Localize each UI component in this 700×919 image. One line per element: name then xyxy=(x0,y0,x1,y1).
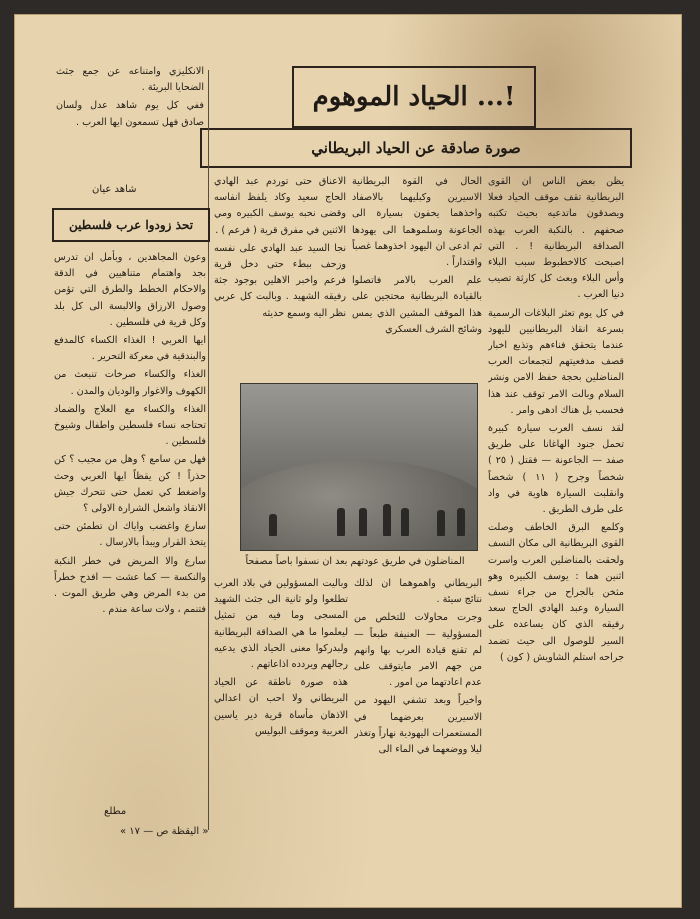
sidebar-section-title: تحذ زودوا عرب فلسطين xyxy=(52,208,210,242)
paragraph: الاعناق حتى توردم عبد الهادي الحاج سعيد وكاد يلفظ انفاسه وقضى نحبه يوسف الكبيره ومي الاثنين في مفرق قرية ( فرعم ) . xyxy=(214,176,346,236)
paragraph: لقد نسف العرب سيارة كبيرة تحمل جنود الهاغانا على طريق صفد — الجاعونة — فقتل ( ٢٥ ) شخصاً وجرح ( ١١ ) شخصاً وانقلبت السيارة هاوية في واد على طرف الطريق . xyxy=(488,423,624,516)
sidebar-top xyxy=(56,64,204,174)
paragraph: الغذاء والكساء صرخات تنبعث من الكهوف والاغوار والوديان والمدن . xyxy=(54,369,206,397)
sidebar-body xyxy=(54,250,206,826)
article-photo xyxy=(240,383,478,551)
paragraph: علم العرب بالامر فاتصلوا بالقيادة البريطانية محتجين على هذا الموقف المشين الذي يمس وشائج الشرف العسكري xyxy=(352,275,482,335)
paragraph: ففي كل يوم شاهد عدل ولسان صادق فهل تسمعون ايها العرب . xyxy=(56,100,204,128)
paragraph: وكلمع البرق الخاطف وصلت القوى البريطانية الى مكان النسف ولحقت بالمناضلين العرب واسرت اثنين هما : يوسف الكبيره وهو مثخن بالجراح من جراء نسف السيارة وعبد الهادي الحاج سعد رفيقه الذي كان يساعده على السير للوصول الى حيث تضمد جراحه استلم الشاويش ( كون ) xyxy=(488,522,624,663)
article-column-left xyxy=(214,174,346,374)
paragraph: الحال في القوة البريطانية الاسيرين وكبليهما بالاصفاد واخذهما يحفون بسيارة الى الجاعونة وسلموهما الى يهودها ثم ادعى ان اليهود اخذوهما غصباً واقتداراً . xyxy=(352,176,482,269)
source-footer: « اليقظة ص — ١٧ » xyxy=(120,826,209,837)
paragraph: الغذاء والكساء مع العلاج والضماد تحتاجه نساء فلسطين واطفال وشيوخ فلسطين . xyxy=(54,403,206,448)
paragraph: نجا السيد عبد الهادي على نفسه وزحف ببطء حتى دخل قرية فرعم واخبر الاهلين بوجود جثة رفيقه الشهيد . وبالبت كل عربي نظر اليه وسمع حديثه xyxy=(214,242,346,319)
paragraph: يظن بعض الناس ان القوى البريطانية تقف موقف الحياد فعلا ويصدقون ماتدعيه بحيث تكتبه صحفهم . بالنكبة العرب بهذه الصداقة البريطانية ! . التي اصبحت كالاخطبوط سبب البلاء وأس البلاء وبعث كل كارثة تصيب دنيا العرب . xyxy=(488,176,624,301)
paragraph: فهل من سامع ؟ وهل من مجيب ؟ كن حذراً ! كن يقظاً ايها العربي وحث واضغط كي تعمل حتى تتحرك جيش الانقاذ واشعل الشرارة الاولى ؟ xyxy=(54,454,206,515)
paragraph: وعون المجاهدين ، وبأمل ان تدرس بجد واهتمام متناهيين في الدقة والاحكام الخطط والطرق التي تؤمن وصول الارزاق والالبسة الى كل بلد وكل قرية في فلسطين . xyxy=(54,252,206,328)
article-column-right xyxy=(488,174,624,824)
paragraph: البريطاني واهموهما ان لذلك نتائج سيئة . xyxy=(354,578,482,606)
paragraph: وجرت محاولات للتخلص من المسؤولية — العنيفة طبعاً — لم تقنع قيادة العرب بها وانهم من جهم الامر مايتوقف على عدم اعادتهما من امور . xyxy=(354,612,482,689)
paragraph: ايها العربي ! الغذاء الكساء كالمدفع والبندقية في معركة التحرير . xyxy=(54,335,206,363)
paragraph: وباليت المسؤولين في بلاد العرب تطلعوا ولو ثانية الى جثث الشهيد المسجى وما فيه من تمثيل ليعلموا ما هي الصداقة البريطانية ولبدركوا معنى الحياد الذي يدعيه رجالهم ويردده اذاعاتهم . xyxy=(214,578,348,671)
article-column-lower-right xyxy=(354,576,482,828)
article-column-middle xyxy=(352,174,482,374)
paragraph: سارع والا المريض في خطر النكبة والنكسة — كما عشت — افدح خطراً من بدء المرض وهي طريق الموت . فتنمم ، ولات ساعة مندم . xyxy=(54,555,206,616)
article-column-lower-left xyxy=(214,576,348,828)
article-title: الحياد الموهوم ...! xyxy=(292,66,536,128)
paragraph: هذه صورة ناطقة عن الحياد البريطاني ولا احب ان اعدالي الاذهان مأساة قرية دير ياسين العربية وموقف البوليس xyxy=(214,677,348,737)
paragraph: سارع واغضب واياك ان تطمئن حتى يتخذ القرار ويبدأ بالارسال . xyxy=(54,521,206,549)
column-divider xyxy=(208,70,209,830)
article-subtitle: صورة صادقة عن الحياد البريطاني xyxy=(200,128,632,168)
paragraph: الانكليزي وامتناعه عن جمع جثث الضحايا البريئة . xyxy=(56,66,204,94)
sidebar-signoff: مطلع xyxy=(104,806,127,817)
author-signature: شاهد عيان xyxy=(92,184,137,195)
paragraph: في كل يوم تعثر البلاغات الرسمية بسرعة انقاذ البريطانيين لليهود عندما يتحقق فناءهم وتذيع اخبار قصف مدفعيتهم لتجمعات العرب المناضلين بحجة حفظ الامن ونشر السلام وبالت الامر توقف عند هذا فحسب بل هناك ادهى وامر . xyxy=(488,307,624,416)
paragraph: واخيراً وبعد تشفي اليهود من الاسيرين بعرضهما في المستعمرات اليهودية نهاراً وتغذر ليلا ووضعهما في الماء الى xyxy=(354,695,482,756)
photo-caption: المناضلون في طريق عودتهم بعد ان نسفوا باصاً مصفحاً xyxy=(245,556,465,567)
